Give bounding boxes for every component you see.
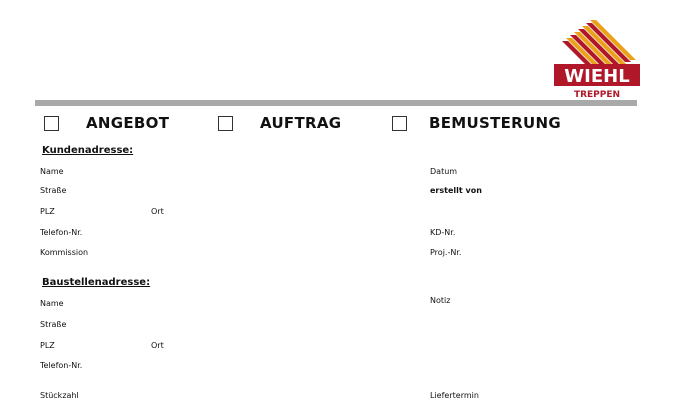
baustelle-name-label: Name [40,299,64,308]
angebot-label: ANGEBOT [86,114,170,132]
datum-label: Datum [430,167,458,176]
stueckzahl-label: Stückzahl [40,391,79,400]
stairs-logo-icon [552,20,642,102]
option-angebot[interactable] [44,112,169,134]
kd-nr-label: KD-Nr. [430,228,456,237]
baustelle-telefon-label: Telefon-Nr. [40,361,83,370]
notiz-label: Notiz [430,296,451,305]
kunde-name-label: Name [40,167,64,176]
kunde-telefon-label: Telefon-Nr. [40,228,83,237]
auftrag-checkbox[interactable] [218,116,233,131]
bemusterung-label: BEMUSTERUNG [429,114,561,132]
logo-brand-text: WIEHL [564,66,630,87]
baustelle-plz-label: PLZ [40,341,55,350]
kunde-plz-label: PLZ [40,207,55,216]
proj-nr-label: Proj.-Nr. [430,248,462,257]
logo-sub-text: TREPPEN [573,90,621,100]
wiehl-treppen-logo [552,20,642,102]
header-divider [35,100,637,106]
angebot-checkbox[interactable] [44,116,59,131]
kunde-strasse-label: Straße [40,186,67,195]
kunde-heading: Kundenadresse: [42,145,134,156]
baustelle-ort-label: Ort [151,341,164,350]
baustelle-strasse-label: Straße [40,320,67,329]
erstellt-von-label: erstellt von [430,186,482,195]
kunde-kommission-label: Kommission [40,248,89,257]
bemusterung-checkbox[interactable] [392,116,407,131]
liefertermin-label: Liefertermin [430,391,479,400]
option-bemusterung[interactable] [392,112,561,134]
baustelle-heading: Baustellenadresse: [42,277,151,288]
kunde-ort-label: Ort [151,207,164,216]
option-auftrag[interactable] [218,112,341,134]
auftrag-label: AUFTRAG [260,114,342,132]
